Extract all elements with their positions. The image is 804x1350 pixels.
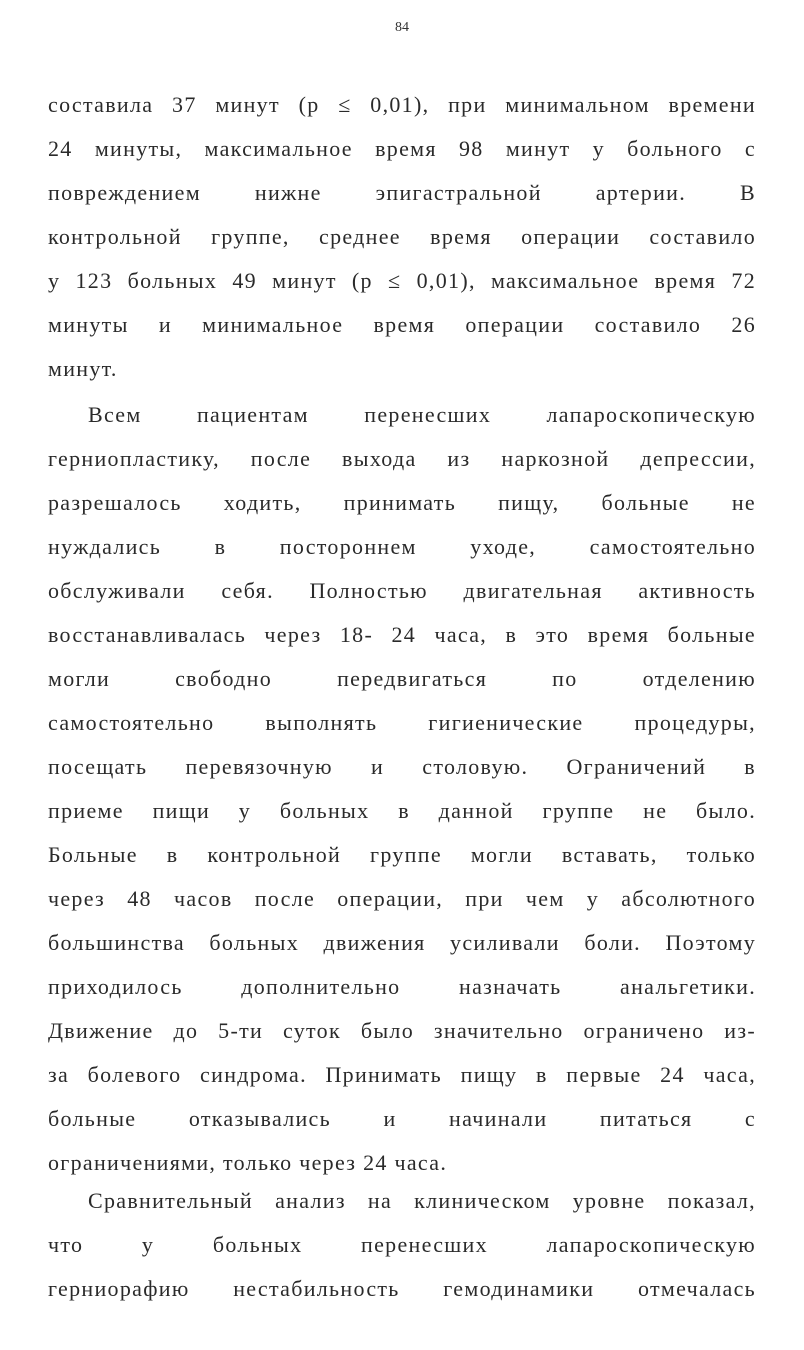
text-line: нуждались в постороннем уходе, самостоятельно: [48, 534, 756, 559]
text-line: что у больных перенесших лапароскопическую: [48, 1232, 756, 1257]
text-line: повреждением нижне эпигастральной артерии. В: [48, 180, 756, 205]
text-line: посещать перевязочную и столовую. Ограничений в: [48, 754, 756, 779]
text-line: 24 минуты, максимальное время 98 минут у больного с: [48, 136, 756, 161]
text-line: могли свободно передвигаться по отделению: [48, 666, 756, 691]
text-line: составила 37 минут (р ≤ 0,01), при минимальном времени: [48, 92, 756, 117]
text-line: минуты и минимальное время операции составило 26: [48, 312, 756, 337]
text-line: больные отказывались и начинали питаться с: [48, 1106, 756, 1131]
text-line: за болевого синдрома. Принимать пищу в первые 24 часа,: [48, 1062, 756, 1087]
text-line: ограничениями, только через 24 часа.: [48, 1150, 448, 1175]
text-line: Движение до 5-ти суток было значительно ограничено из-: [48, 1018, 756, 1043]
text-line: герниопластику, после выхода из наркозной депрессии,: [48, 446, 756, 471]
text-line: разрешалось ходить, принимать пищу, больные не: [48, 490, 756, 515]
text-line: у 123 больных 49 минут (р ≤ 0,01), максимальное время 72: [48, 268, 756, 293]
page-number: 84: [395, 20, 409, 35]
text-line: герниорафию нестабильность гемодинамики отмечалась: [48, 1276, 756, 1301]
text-line: восстанавливалась через 18- 24 часа, в это время больные: [48, 622, 756, 647]
text-line: через 48 часов после операции, при чем у абсолютного: [48, 886, 756, 911]
text-line: приходилось дополнительно назначать анальгетики.: [48, 974, 756, 999]
text-line: Всем пациентам перенесших лапароскопическую: [88, 402, 756, 427]
paragraph-2: [48, 393, 756, 1185]
text-line: обслуживали себя. Полностью двигательная активность: [48, 578, 756, 603]
text-line: большинства больных движения усиливали боли. Поэтому: [48, 930, 756, 955]
paragraph-1: [48, 83, 756, 391]
text-line: контрольной группе, среднее время операции составило: [48, 224, 756, 249]
text-line: самостоятельно выполнять гигиенические процедуры,: [48, 710, 756, 735]
text-line: Больные в контрольной группе могли вставать, только: [48, 842, 756, 867]
text-line: Сравнительный анализ на клиническом уровне показал,: [88, 1188, 756, 1213]
text-line: минут.: [48, 356, 118, 381]
paragraph-3: [48, 1179, 756, 1311]
text-line: приеме пищи у больных в данной группе не было.: [48, 798, 756, 823]
